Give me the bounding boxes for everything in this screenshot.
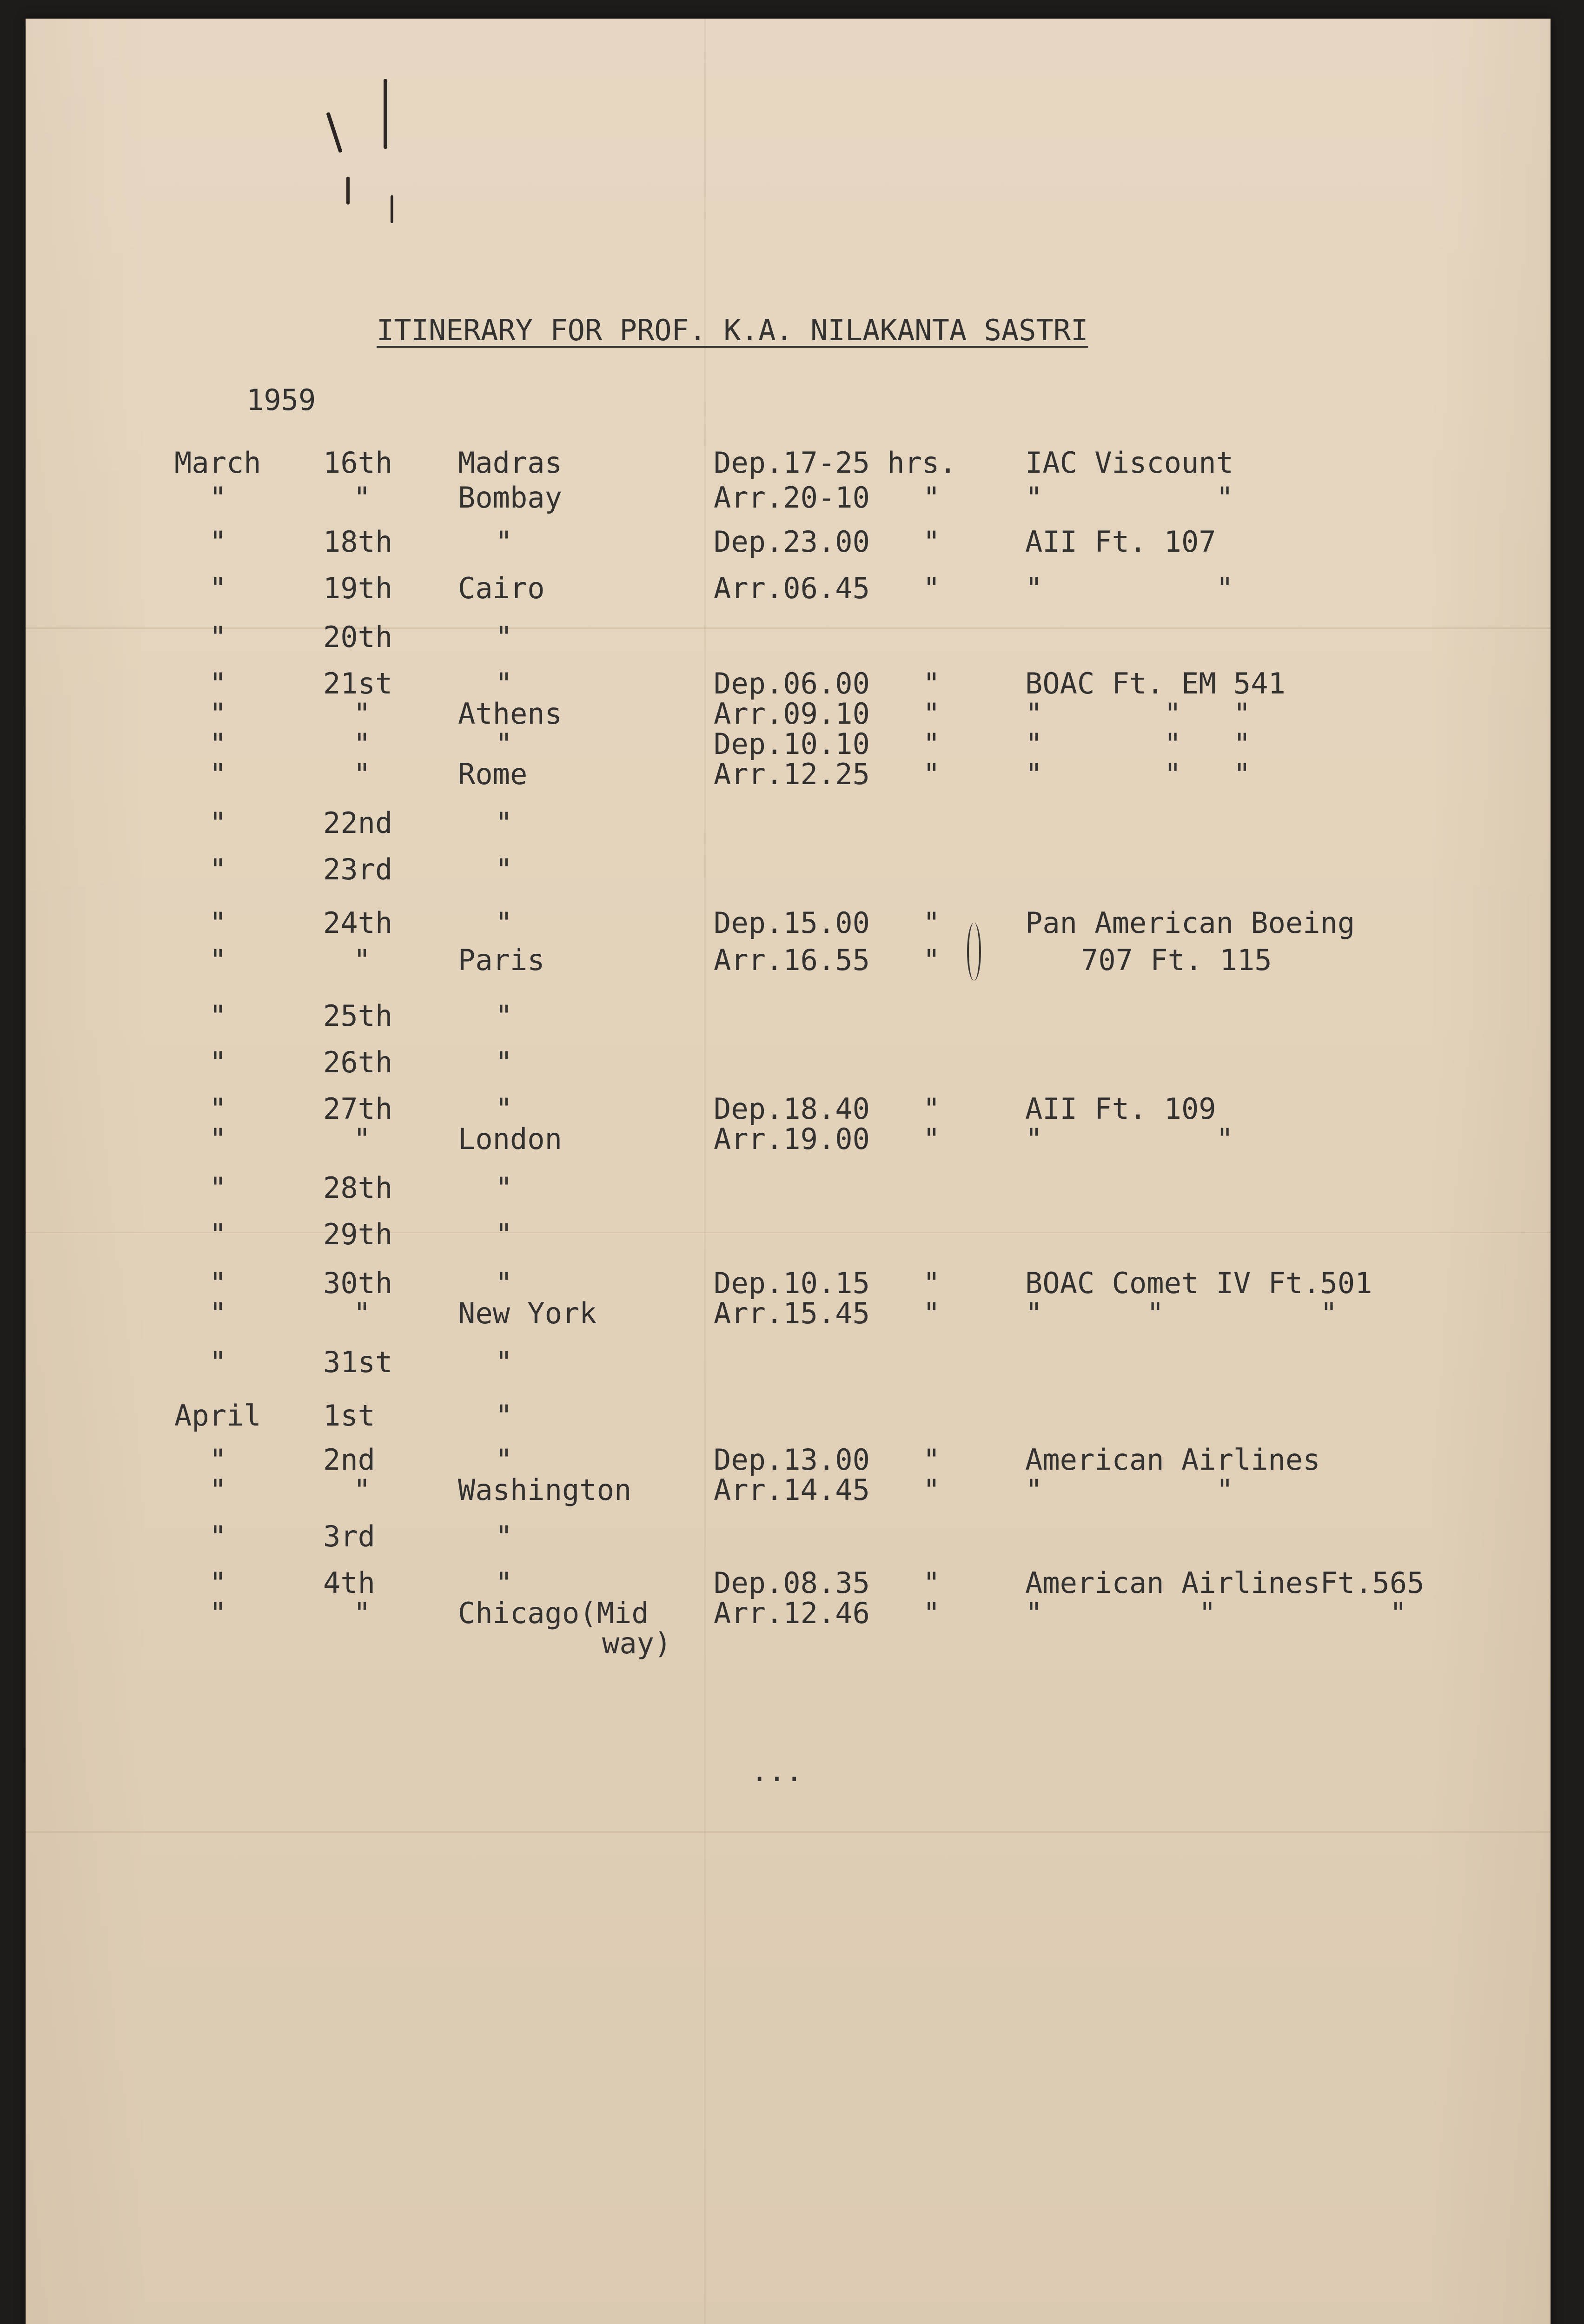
row-day: 3rd bbox=[323, 1519, 375, 1553]
row-flight: AII Ft. 109 bbox=[1025, 1092, 1216, 1126]
ink-stain bbox=[384, 79, 387, 149]
row-ditto: " bbox=[923, 1266, 941, 1300]
row-month: " bbox=[209, 943, 227, 977]
row-day: 22nd bbox=[323, 806, 393, 840]
row-time: Arr.06.45 bbox=[714, 571, 870, 605]
row-place: Rome bbox=[458, 757, 528, 791]
row-month: " bbox=[209, 667, 227, 700]
row-time: Dep.15.00 bbox=[714, 906, 870, 940]
row-time: Arr.15.45 bbox=[714, 1296, 870, 1330]
row-flight: " " " bbox=[1025, 697, 1251, 731]
year: 1959 bbox=[246, 383, 316, 417]
itinerary-page bbox=[26, 19, 1551, 2324]
ink-stain bbox=[346, 177, 350, 205]
row-month: " bbox=[209, 1266, 227, 1300]
row-month: " bbox=[209, 757, 227, 791]
row-ditto: " bbox=[923, 667, 941, 700]
row-ditto: " bbox=[923, 697, 941, 731]
row-month: " bbox=[209, 1596, 227, 1630]
row-place: " bbox=[495, 1217, 513, 1251]
row-place: " bbox=[495, 1045, 513, 1079]
row-month: " bbox=[209, 1296, 227, 1330]
row-ditto: " bbox=[923, 1596, 941, 1630]
row-time: Dep.18.40 bbox=[714, 1092, 870, 1126]
row-month: " bbox=[209, 727, 227, 761]
row-place: New York bbox=[458, 1296, 597, 1330]
row-day: 27th bbox=[323, 1092, 393, 1126]
row-ditto: " bbox=[923, 1296, 941, 1330]
row-flight: American AirlinesFt.565 bbox=[1025, 1566, 1425, 1600]
row-flight: BOAC Ft. EM 541 bbox=[1025, 667, 1286, 700]
row-place: Bombay bbox=[458, 481, 562, 515]
row-place: " bbox=[495, 620, 513, 654]
row-day: 26th bbox=[323, 1045, 393, 1079]
row-month: " bbox=[209, 571, 227, 605]
row-place: " bbox=[495, 906, 513, 940]
row-time: Arr.12.25 bbox=[714, 757, 870, 791]
row-month: " bbox=[209, 1092, 227, 1126]
row-day: 29th bbox=[323, 1217, 393, 1251]
row-day: 23rd bbox=[323, 852, 393, 886]
row-month: " bbox=[209, 906, 227, 940]
row-ditto: " bbox=[923, 757, 941, 791]
row-place: Washington bbox=[458, 1473, 632, 1507]
row-flight: BOAC Comet IV Ft.501 bbox=[1025, 1266, 1372, 1300]
row-time: Dep.08.35 bbox=[714, 1566, 870, 1600]
row-time: Dep.13.00 bbox=[714, 1443, 870, 1477]
row-flight: " " " bbox=[1025, 727, 1251, 761]
row-place: " bbox=[495, 1443, 513, 1477]
row-place: " bbox=[495, 999, 513, 1033]
row-day: 21st bbox=[323, 667, 393, 700]
row-flight: " " " bbox=[1025, 1296, 1338, 1330]
row-day: " bbox=[353, 757, 371, 791]
row-flight: " " " bbox=[1025, 757, 1251, 791]
row-time: Arr.16.55 bbox=[714, 943, 870, 977]
row-time: Dep.10.15 bbox=[714, 1266, 870, 1300]
row-place: " bbox=[495, 1266, 513, 1300]
row-time: Arr.12.46 bbox=[714, 1596, 870, 1630]
row-flight: 707 Ft. 115 bbox=[1081, 943, 1272, 977]
row-month: " bbox=[209, 1345, 227, 1379]
row-place: " bbox=[495, 1519, 513, 1553]
row-month: " bbox=[209, 697, 227, 731]
row-month: " bbox=[209, 806, 227, 840]
row-day: " bbox=[353, 943, 371, 977]
fold-crease bbox=[704, 19, 706, 2324]
row-place: Athens bbox=[458, 697, 562, 731]
row-month: " bbox=[209, 1473, 227, 1507]
row-flight: IAC Viscount bbox=[1025, 446, 1233, 480]
row-time: Dep.10.10 bbox=[714, 727, 870, 761]
row-day: 1st bbox=[323, 1399, 375, 1433]
row-day: 28th bbox=[323, 1171, 393, 1205]
row-place: " bbox=[495, 1345, 513, 1379]
row-day: " bbox=[353, 1596, 371, 1630]
row-place: " bbox=[495, 1171, 513, 1205]
row-month: " bbox=[209, 620, 227, 654]
row-ditto: " bbox=[923, 481, 941, 515]
row-flight: Pan American Boeing bbox=[1025, 906, 1355, 940]
row-month: " bbox=[209, 1566, 227, 1600]
row-ditto: " bbox=[923, 1566, 941, 1600]
row-place: " bbox=[495, 1399, 513, 1433]
row-month: " bbox=[209, 1443, 227, 1477]
row-ditto: " bbox=[923, 1122, 941, 1156]
row-place: " bbox=[495, 1092, 513, 1126]
row-place: " bbox=[495, 727, 513, 761]
row-flight: " " bbox=[1025, 571, 1233, 605]
row-ditto: " bbox=[923, 906, 941, 940]
row-day: 18th bbox=[323, 525, 393, 559]
row-day: " bbox=[353, 1296, 371, 1330]
fold-crease bbox=[26, 1831, 1551, 1833]
row-month: " bbox=[209, 525, 227, 559]
row-month: " bbox=[209, 999, 227, 1033]
row-month: " bbox=[209, 1045, 227, 1079]
row-month: " bbox=[209, 1171, 227, 1205]
row-flight: American Airlines bbox=[1025, 1443, 1320, 1477]
row-flight: " " bbox=[1025, 1122, 1233, 1156]
row-day: " bbox=[353, 1122, 371, 1156]
row-day: 4th bbox=[323, 1566, 375, 1600]
row-ditto: " bbox=[923, 1092, 941, 1126]
row-flight: " " " bbox=[1025, 1596, 1407, 1630]
row-day: " bbox=[353, 697, 371, 731]
row-ditto: " bbox=[923, 727, 941, 761]
row-flight: " " bbox=[1025, 481, 1233, 515]
row-time: Dep.23.00 bbox=[714, 525, 870, 559]
row-day: 19th bbox=[323, 571, 393, 605]
row-place: " bbox=[495, 806, 513, 840]
row-place: London bbox=[458, 1122, 562, 1156]
row-month: April bbox=[174, 1399, 261, 1433]
row-time: Dep.06.00 bbox=[714, 667, 870, 700]
document-title: ITINERARY FOR PROF. K.A. NILAKANTA SASTRI bbox=[377, 313, 1088, 347]
row-day: " bbox=[353, 1473, 371, 1507]
row-time: Arr.09.10 bbox=[714, 697, 870, 731]
row-place: " bbox=[495, 667, 513, 700]
row-place: Chicago(Mid bbox=[458, 1596, 649, 1630]
row-month: " bbox=[209, 852, 227, 886]
fold-crease bbox=[26, 627, 1551, 629]
row-month: " bbox=[209, 1217, 227, 1251]
flight-brace bbox=[967, 923, 981, 981]
row-time: Dep.17-25 hrs. bbox=[714, 446, 957, 480]
row-ditto: " bbox=[923, 1473, 941, 1507]
ink-stain bbox=[391, 195, 393, 223]
continuation-mark: ... bbox=[751, 1754, 803, 1788]
row-ditto: " bbox=[923, 525, 941, 559]
fold-crease bbox=[26, 1232, 1551, 1233]
row-place-continued: way) bbox=[602, 1626, 672, 1660]
row-place: " bbox=[495, 1566, 513, 1600]
row-ditto: " bbox=[923, 1443, 941, 1477]
row-day: 31st bbox=[323, 1345, 393, 1379]
row-month: " bbox=[209, 1519, 227, 1553]
row-month: " bbox=[209, 1122, 227, 1156]
row-place: " bbox=[495, 852, 513, 886]
row-day: 24th bbox=[323, 906, 393, 940]
row-flight: AII Ft. 107 bbox=[1025, 525, 1216, 559]
row-day: " bbox=[353, 727, 371, 761]
row-time: Arr.20-10 bbox=[714, 481, 870, 515]
row-day: " bbox=[353, 481, 371, 515]
row-place: Paris bbox=[458, 943, 545, 977]
row-time: Arr.14.45 bbox=[714, 1473, 870, 1507]
row-place: Madras bbox=[458, 446, 562, 480]
row-day: 16th bbox=[323, 446, 393, 480]
row-place: " bbox=[495, 525, 513, 559]
ink-stain bbox=[326, 112, 342, 153]
row-day: 2nd bbox=[323, 1443, 375, 1477]
row-day: 25th bbox=[323, 999, 393, 1033]
row-ditto: " bbox=[923, 571, 941, 605]
row-day: 30th bbox=[323, 1266, 393, 1300]
row-ditto: " bbox=[923, 943, 941, 977]
row-day: 20th bbox=[323, 620, 393, 654]
row-flight: " " bbox=[1025, 1473, 1233, 1507]
row-month: March bbox=[174, 446, 261, 480]
row-month: " bbox=[209, 481, 227, 515]
row-place: Cairo bbox=[458, 571, 545, 605]
row-time: Arr.19.00 bbox=[714, 1122, 870, 1156]
